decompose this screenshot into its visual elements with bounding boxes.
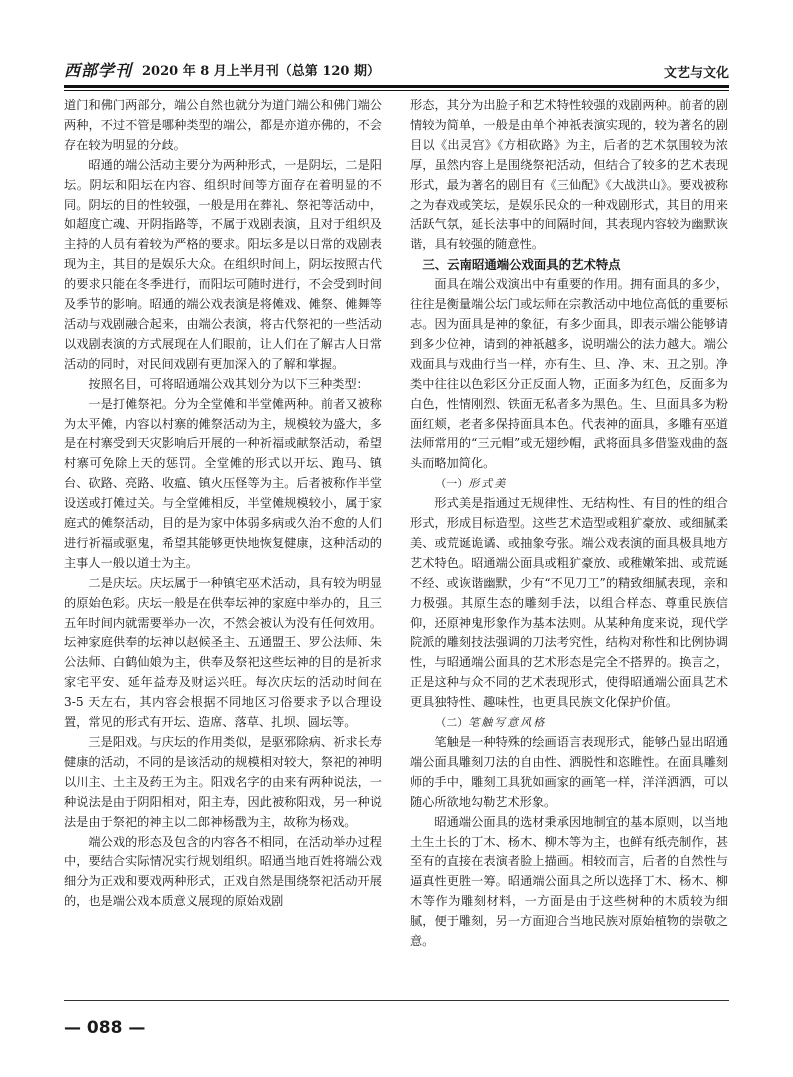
paragraph: 端公戏的形态及包含的内容各不相同，在活动举办过程中，要结合实际情况实行规划组织。昭通当地百姓将端公戏细分为正戏和要戏两种形式，正戏自然是围绕祭祀活动开展的，也是端公戏本质意义展现的原始戏剧 [64,834,382,909]
header-rule-thick [64,85,729,88]
subsection-heading [410,474,728,494]
paragraph: 昭通的端公活动主要分为两种形式，一是阴坛，二是阳坛。阴坛和阳坛在内容、组织时间等方面存在着明显的不同。阴坛的目的性较强，一般是用在葬礼、祭祀等活动中，如超度亡魂、开阴指路等，不属于戏剧表演，且对于组织及主持的人员有着较为严格的要求。阳坛多是以日常的戏剧表现为主，其目的是娱乐大众。在组织时间上，阴坛按照古代的要求只能在冬季进行，而阳坛可随时进行，不会受到时间及季节的影响。昭通的端公戏表演是将傩戏、傩祭、傩舞等活动与戏剧融合起来，由端公表演，将古代祭祀的一些活动以戏剧表演的方式展现在人们眼前，让人们在了解古人日常活动的同时，对民间戏剧有更加深入的了解和掌握。 [64,157,382,371]
paragraph: 按照名目，可将昭通端公戏其划分为以下三种类型： [88,376,369,391]
paragraph: 形态，其分为出脸子和艺术特性较强的戏剧两种。前者的剧情较为简单，一般是由单个神祇表演实现的，较为著名的剧目以《出灵宫》《方相砍路》为主，后者的艺术氛围较为浓厚，虽然内容上是围绕祭祀活动，但结合了较多的艺术表现形式，最为著名的剧目有《三仙配》《大战洪山》。要戏被称之为春戏或笑坛，是娱乐民众的一种戏剧形式，其目的用来活跃气氛，延长法事中的间隔时间，其表现内容较为幽默诙谐，具有较强的随意性。 [410,98,728,252]
issue-info: 2020 年 8 月上半月刊（总第 120 期） [142,64,380,79]
subsection-title: 形式美 [468,477,508,491]
paragraph: 一是打傩祭祀。分为全堂傩和半堂傩两种。前者又被称为太平傩，内容以村寨的傩祭活动为主，规模较为盛大，多是在村寨受到天灾影响后开展的一种祈福或献祭活动，希望村寨可免除上天的惩罚。全堂傩的形式以开坛、跑马、镇台、砍路、亮路、收瘟、镇火压怪等为主。后者被称作半堂设送或打傩过关。与全堂傩相反，半堂傩规模较小，属于家庭式的傩祭活动，目的是为家中体弱多病或久治不愈的人们进行祈福或驱鬼，希望其能够更快地恢复健康，这种活动的主事人一般以道士为主。 [64,396,382,570]
right-column [410,96,728,952]
paragraph: 三是阳戏。与庆坛的作用类似，是驱邪除病、祈求长寿健康的活动，不同的是该活动的规模相对较大，祭祀的神明以川主、土主及药王为主。阳戏名字的由来有两种说法，一种说法是由于阴阳相对，阳主寿，因此被称阳戏，另一种说法是由于祭祀的神主以二郎神杨戬为主，故称为杨戏。 [64,735,382,829]
section-heading: 三、云南昭通端公戏面具的艺术特点 [422,257,621,273]
page-header [64,56,729,86]
header-rule-thin [64,90,729,91]
paragraph: 昭通端公面具的选材秉承因地制宜的基本原则，以当地土生土长的丁木、杨木、柳木等为主，也鲜有纸壳制作，甚至有的直接在表演者脸上描画。相较而言，后者的自然性与逼真性更胜一筹。昭通端公面具之所以选择丁木、杨木、柳木等作为雕刻材料，一方面是由于这些树种的木质较为细腻，便于雕刻，另一方面迎合当地民族对原始植物的崇敬之意。 [410,814,728,949]
paragraph: 道门和佛门两部分，端公自然也就分为道门端公和佛门端公两种，不过不管是哪种类型的端公，都是亦道亦佛的，不会存在较为明显的分歧。 [64,98,382,152]
section-title: 文艺与文化 [663,66,729,81]
journal-logo: 西部学刊 [64,61,133,80]
subsection-title: 笔触写意风格 [468,716,547,730]
left-column [64,96,382,912]
paragraph: 二是庆坛。庆坛属于一种镇宅巫术活动，具有较为明显的原始色彩。庆坛一般是在供奉坛神的家庭中举办的，且三五年时间内就需要举办一次，不然会被认为没有任何效用。坛神家庭供奉的坛神以赵候圣主、五通盟王、罗公法师、朱公法师、白鹤仙娘为主，供奉及祭祀这些坛神的目的是祈求家宅平安、延年益寿及财运兴旺。每次庆坛的活动时间在 3-5 天左右，其内容会根据不同地区习俗要求予以合理设置，常见的形式有开坛、造席、落草、扎坝、圆坛等。 [64,575,382,730]
paragraph: 形式美是指通过无规律性、无结构性、有目的性的组合形式，形成目标造型。这些艺术造型或粗犷豪放、或细腻柔美、或荒诞诡谲、或抽象夸张。端公戏表演的面具极具地方艺术特色。昭通端公面具或粗犷豪放、或稚嫩笨拙、或荒诞不经、或诙谐幽默，少有“不见刀工”的精致细腻表现，亲和力极强。其原生态的雕刻手法，以组合样态、尊重民族信仰，还原神鬼形象作为基本法则。从某种角度来说，现代学院派的雕刻技法强调的刀法考究性，结构对称性和比例协调性，与昭通端公面具的艺术形态是完全不搭界的。换言之，正是这种与众不同的艺术表现形式，使得昭通端公面具艺术更具独特性、趣味性，也更具民族文化保护价值。 [410,496,728,710]
footer-rule [64,1000,729,1001]
subsection-heading [410,713,728,733]
subsection-number: （二） [435,716,469,730]
paragraph: 笔触是一种特殊的绘画语言表现形式，能够凸显出昭通端公面具雕刻刀法的自由性、洒脱性和恣睢性。在面具雕刻师的手中，雕刻工具犹如画家的画笔一样，洋洋洒洒，可以随心所欲地勾勒艺术形象。 [410,735,728,809]
page-number: — 088 — [64,1018,146,1038]
subsection-number: （一） [435,477,469,491]
paragraph: 面具在端公戏演出中有重要的作用。拥有面具的多少，往往是衡量端公坛门或坛师在宗教活动中地位高低的重要标志。因为面具是神的象征，有多少面具，即表示端公能够请到多少位神，请到的神祇越多，说明端公的法力越大。端公戏面具与戏曲行当一样，亦有生、旦、净、末、丑之别。净类中往往以色彩区分正反面人物，正面多为红色，反面多为白色，性情刚烈、铁面无私者多为黑色。生、旦面具多为粉面红颊，老者多保持面具本色。代表神的面具，多雕有巫道法师常用的“三元帽”或无翅纱帽，武将面具多借鉴戏曲的盔头而略加简化。 [410,277,728,471]
